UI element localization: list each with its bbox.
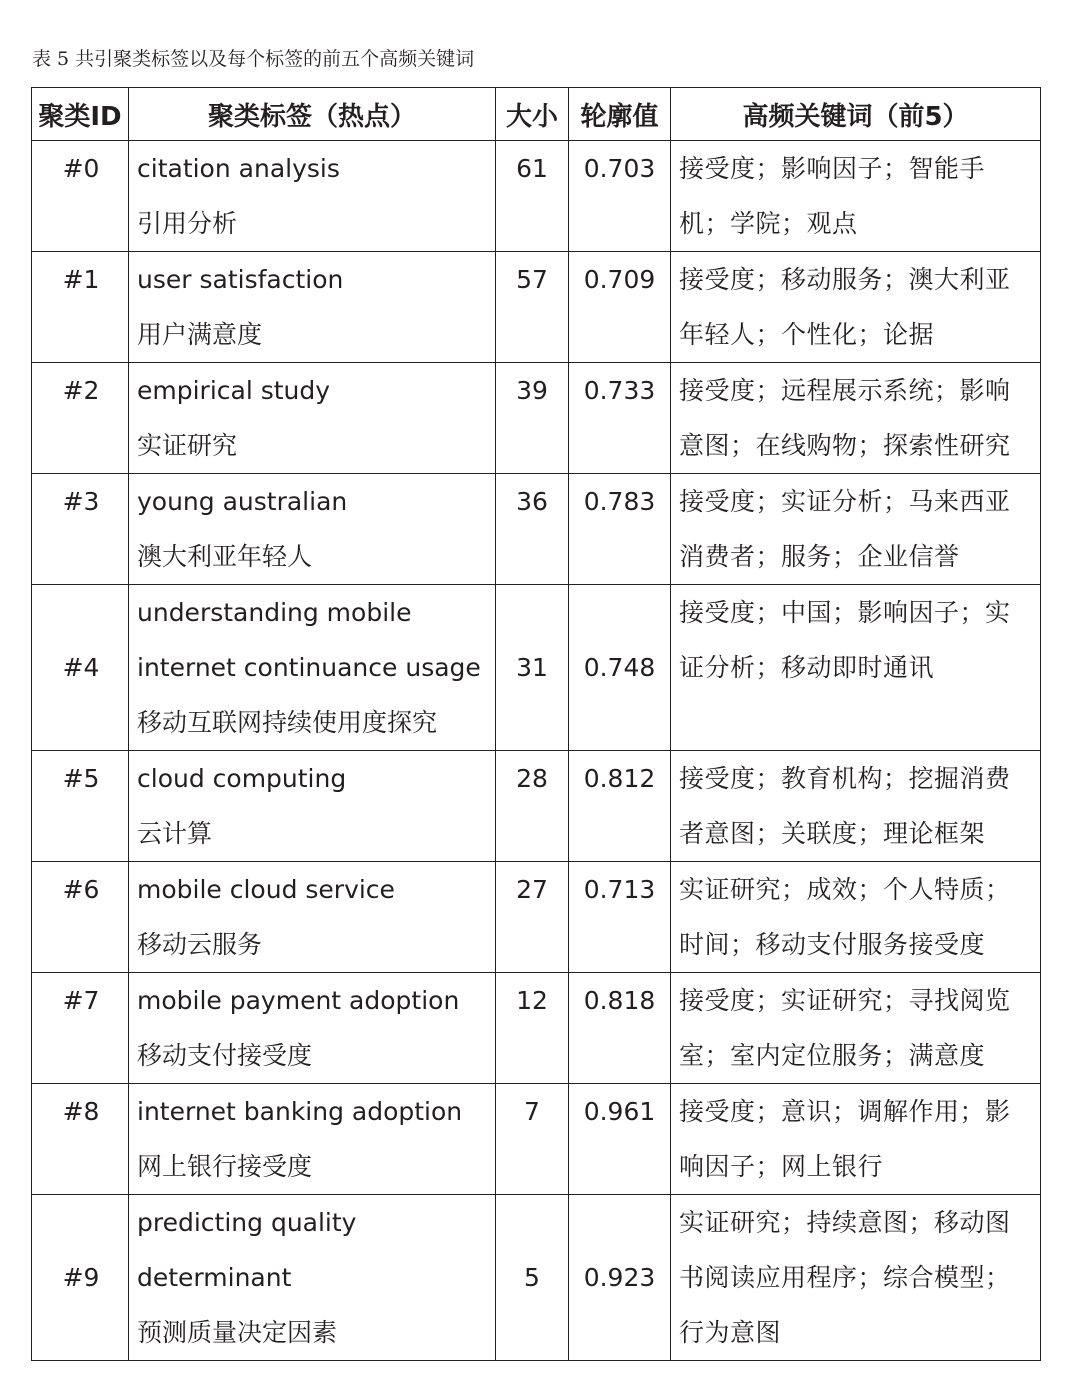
label-en: mobile payment adoption (137, 986, 460, 1015)
cluster-id-cell: #5 (32, 751, 129, 862)
label-zh: 实证研究 (137, 431, 238, 460)
cluster-label-cell (129, 973, 496, 1084)
keywords-line: 证分析；移动即时通讯 (679, 653, 935, 682)
header-cluster-label: 聚类标签（热点） (129, 88, 496, 141)
label-en: understanding mobile (137, 598, 412, 627)
size-cell: 5 (496, 1195, 569, 1361)
label-zh: 澳大利亚年轻人 (137, 542, 313, 571)
keywords-cell (671, 1195, 1041, 1361)
label-zh: 预测质量决定因素 (137, 1318, 338, 1347)
cluster-id-cell: #4 (32, 585, 129, 751)
label-en: user satisfaction (137, 265, 344, 294)
table-row (32, 1195, 1041, 1361)
keywords-line: 接受度；影响因子；智能手 (679, 154, 986, 183)
size-cell: 31 (496, 585, 569, 751)
cluster-id-cell: #1 (32, 252, 129, 363)
cluster-id-cell: #7 (32, 973, 129, 1084)
cluster-id-cell: #9 (32, 1195, 129, 1361)
silhouette-cell: 0.812 (569, 751, 671, 862)
table-header-row (32, 88, 1041, 141)
silhouette-cell: 0.748 (569, 585, 671, 751)
keywords-line: 行为意图 (679, 1318, 782, 1347)
keywords-line: 接受度；移动服务；澳大利亚 (679, 265, 1011, 294)
size-cell: 28 (496, 751, 569, 862)
size-cell: 39 (496, 363, 569, 474)
table-row (32, 474, 1041, 585)
cluster-label-cell (129, 1195, 496, 1361)
header-silhouette: 轮廓值 (569, 88, 671, 141)
keywords-line: 接受度；远程展示系统；影响 (679, 376, 1011, 405)
label-zh: 云计算 (137, 819, 213, 848)
keywords-line: 者意图；关联度；理论框架 (679, 819, 986, 848)
cluster-label-cell (129, 474, 496, 585)
keywords-cell (671, 862, 1041, 973)
cluster-label-cell (129, 585, 496, 751)
keywords-line: 室；室内定位服务；满意度 (679, 1041, 986, 1070)
keywords-line: 接受度；意识；调解作用；影 (679, 1097, 1011, 1126)
size-cell: 57 (496, 252, 569, 363)
label-en: internet continuance usage (137, 653, 481, 682)
label-zh: 移动云服务 (137, 930, 263, 959)
keywords-line: 年轻人；个性化；论据 (679, 320, 935, 349)
cluster-label-cell (129, 751, 496, 862)
size-cell: 12 (496, 973, 569, 1084)
cluster-label-cell (129, 1084, 496, 1195)
cluster-id-cell: #2 (32, 363, 129, 474)
header-cluster-id: 聚类ID (32, 88, 129, 141)
keywords-line: 响因子；网上银行 (679, 1152, 884, 1181)
table-row (32, 252, 1041, 363)
table-row (32, 141, 1041, 252)
cluster-id-cell: #6 (32, 862, 129, 973)
cluster-id-cell: #0 (32, 141, 129, 252)
label-en: predicting quality (137, 1208, 357, 1237)
label-zh: 用户满意度 (137, 320, 263, 349)
label-zh: 引用分析 (137, 209, 238, 238)
table-row (32, 751, 1041, 862)
silhouette-cell: 0.818 (569, 973, 671, 1084)
keywords-cell (671, 252, 1041, 363)
keywords-cell (671, 141, 1041, 252)
keywords-cell (671, 973, 1041, 1084)
silhouette-cell: 0.709 (569, 252, 671, 363)
keywords-line: 消费者；服务；企业信誉 (679, 542, 960, 571)
cluster-label-cell (129, 141, 496, 252)
silhouette-cell: 0.961 (569, 1084, 671, 1195)
silhouette-cell: 0.703 (569, 141, 671, 252)
table-row (32, 1084, 1041, 1195)
size-cell: 27 (496, 862, 569, 973)
keywords-line: 实证研究；成效；个人特质； (679, 875, 1011, 904)
label-zh: 移动互联网持续使用度探究 (137, 708, 438, 737)
cluster-label-cell (129, 363, 496, 474)
label-zh: 网上银行接受度 (137, 1152, 313, 1181)
header-keywords: 高频关键词（前5） (671, 88, 1041, 141)
silhouette-cell: 0.713 (569, 862, 671, 973)
keywords-cell (671, 474, 1041, 585)
cluster-label-cell (129, 252, 496, 363)
cluster-table (31, 87, 1041, 1361)
table-body (32, 141, 1041, 1361)
size-cell: 61 (496, 141, 569, 252)
silhouette-cell: 0.733 (569, 363, 671, 474)
header-size: 大小 (496, 88, 569, 141)
keywords-line: 接受度；中国；影响因子；实 (679, 598, 1011, 627)
cluster-id-cell: #8 (32, 1084, 129, 1195)
keywords-line: 意图；在线购物；探索性研究 (679, 431, 1011, 460)
keywords-line: 接受度；实证研究；寻找阅览 (679, 986, 1011, 1015)
label-en: cloud computing (137, 764, 347, 793)
label-en: young australian (137, 487, 348, 516)
table-row (32, 973, 1041, 1084)
table-row (32, 585, 1041, 751)
table-row (32, 862, 1041, 973)
label-zh: 移动支付接受度 (137, 1041, 313, 1070)
label-en: citation analysis (137, 154, 340, 183)
keywords-line: 时间；移动支付服务接受度 (679, 930, 986, 959)
label-en: mobile cloud service (137, 875, 395, 904)
keywords-cell (671, 585, 1041, 751)
silhouette-cell: 0.923 (569, 1195, 671, 1361)
table-row (32, 363, 1041, 474)
keywords-line: 书阅读应用程序；综合模型； (679, 1263, 1011, 1292)
silhouette-cell: 0.783 (569, 474, 671, 585)
keywords-cell (671, 363, 1041, 474)
label-en: internet banking adoption (137, 1097, 463, 1126)
size-cell: 7 (496, 1084, 569, 1195)
cluster-id-cell: #3 (32, 474, 129, 585)
keywords-line: 接受度；实证分析；马来西亚 (679, 487, 1011, 516)
keywords-line: 机；学院；观点 (679, 209, 858, 238)
keywords-line: 接受度；教育机构；挖掘消费 (679, 764, 1011, 793)
label-en: determinant (137, 1263, 292, 1292)
table-caption: 表 5 共引聚类标签以及每个标签的前五个高频关键词 (32, 48, 475, 70)
keywords-cell (671, 751, 1041, 862)
label-en: empirical study (137, 376, 331, 405)
keywords-cell (671, 1084, 1041, 1195)
size-cell: 36 (496, 474, 569, 585)
cluster-label-cell (129, 862, 496, 973)
keywords-line: 实证研究；持续意图；移动图 (679, 1208, 1011, 1237)
